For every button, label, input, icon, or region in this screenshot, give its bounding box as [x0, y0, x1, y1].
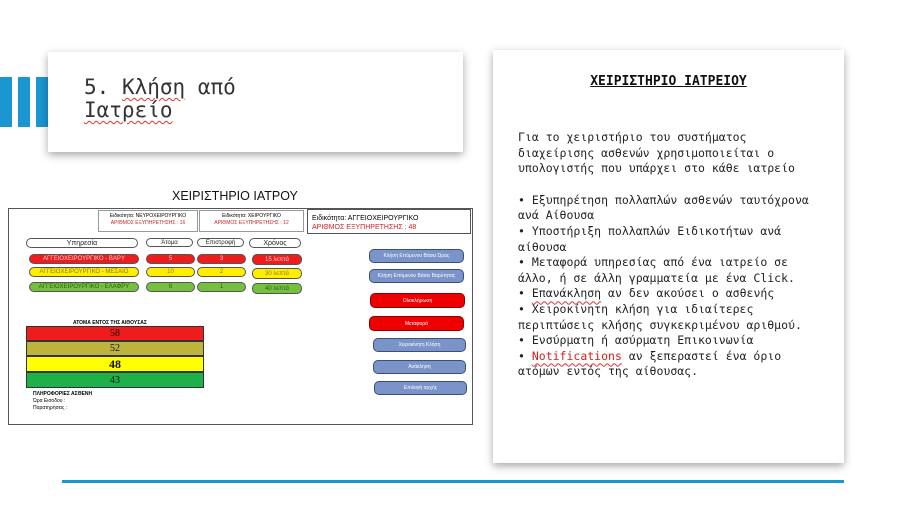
manual-call-button[interactable]: Χειροκίνητη Κλήση [373, 338, 466, 352]
service-row-3[interactable]: ΑΓΓΕΙΟΧΕΙΡΟΥΡΓΙΚΟ - ΕΛΑΦΡΥ [29, 282, 139, 292]
recall-button[interactable]: Ανάκληση [373, 360, 466, 374]
doctor-console-mockup [8, 208, 473, 425]
time-row-2: 30 λεπτά [252, 268, 302, 279]
feature-item: • Χειροκίνητη κλήση για ιδιαίτερες περιπτώσεις κλήσης συγκεκριμένου αριθμού. [518, 301, 802, 332]
service-row-1[interactable]: ΑΓΓΕΙΟΧΕΙΡΟΥΡΓΙΚΟ - ΒΑΡΥ [29, 254, 139, 264]
tickets-row-1: 5 [146, 254, 195, 264]
title-word-1: Κλήση [121, 75, 186, 99]
feature-item: • Υποστήριξη πολλαπλών Ειδικοτήτων ανά αίθουσα [518, 223, 782, 254]
header-returns: Επιστροφή [197, 238, 244, 247]
specialty-queue: ΑΡΙΘΜΟΣ ΕΞΥΠΗΡΕΤΗΣΗΣ : 48 [312, 224, 417, 231]
description-heading: ΧΕΙΡΙΣΤΗΡΙΟ ΙΑΤΡΕΙΟΥ [590, 74, 747, 89]
recall-term: Επανάκληση [531, 286, 602, 301]
description-body [518, 130, 823, 380]
service-row-2[interactable]: ΑΓΓΕΙΟΧΕΙΡΟΥΡΓΙΚΟ - ΜΕΣΑΙΟ [29, 267, 139, 277]
specialty-tab-1[interactable] [98, 210, 198, 232]
room-value-red: 58 [26, 326, 204, 341]
complete-button[interactable]: Ολοκλήρωση [370, 293, 465, 308]
title-card [48, 52, 463, 152]
specialty-queue: ΑΡΙΘΜΟΣ ΕΞΥΠΗΡΕΤΗΣΗΣ : 16 [110, 220, 186, 226]
title-word-2: από [197, 75, 236, 99]
specialty-name: Ειδικότητα: ΑΓΓΕΙΟΧΕΙΡΟΥΡΓΙΚΟ [312, 215, 419, 222]
feature-list [518, 193, 823, 380]
room-value-olive: 52 [26, 341, 204, 356]
description-card [493, 50, 844, 463]
time-row-1: 15 λεπτά [252, 254, 302, 265]
returns-row-3: 1 [197, 282, 246, 292]
notifications-term: Notifications [531, 348, 622, 363]
accent-bar-2 [18, 77, 30, 127]
tickets-row-2: 10 [146, 267, 195, 277]
accent-bar-1 [0, 77, 12, 127]
specialty-name: Ειδικότητα: ΝΕΥΡΟΧΕΙΡΟΥΡΓΙΚΟ [109, 213, 187, 219]
room-value-green: 43 [26, 372, 204, 388]
tickets-row-3: 8 [146, 282, 195, 292]
header-service: Υπηρεσία [26, 238, 138, 248]
feature-item: • Εξυπηρέτηση πολλαπλών ασθενών ταυτόχρονα ανά Αίθουσα [518, 192, 809, 223]
room-table-title: ΑΤΟΜΑ ΕΝΤΟΣ ΤΗΣ ΑΙΘΟΥΣΑΣ [73, 320, 147, 326]
patient-info-title: ΠΛΗΡΟΦΟΡΙΕΣ ΑΣΘΕΝΗ [33, 391, 93, 397]
exit-button[interactable]: Επιλογή αρχής [374, 381, 467, 395]
returns-row-2: 2 [197, 267, 246, 277]
mockup-title: ΧΕΙΡΙΣΤΗΡΙΟ ΙΑΤΡΟΥ [172, 189, 298, 203]
feature-item: • Μεταφορά υπηρεσίας από ένα ιατρείο σε άλλο, ή σε άλλη γραμματεία με ένα Click. [518, 255, 795, 285]
slide-title: 5. Κλήση από Ιατρείο [84, 75, 236, 122]
room-value-yellow: 48 [26, 356, 204, 372]
feature-item: • Notifications αν ξεπεραστεί ένα όριο ατόμων εντός της αίθουσας. [518, 348, 782, 379]
header-tickets: Άτομα [146, 238, 193, 247]
call-next-time-button[interactable]: Κλήση Επόμενου Βάσει Ώρας [369, 249, 464, 263]
specialty-name: Ειδικότητα: ΧΕΙΡΟΥΡΓΙΚΟ [222, 213, 281, 219]
specialty-tab-active[interactable] [307, 209, 471, 234]
header-time: Χρόνος [249, 238, 301, 248]
description-intro: Για το χειριστήριο του συστήματος διαχείρισης ασθενών χρησιμοποιείται ο υπολογιστής που υπάρχει στο κάθε ιατρείο [518, 130, 795, 176]
patient-notes: Παρατηρήσεις : [33, 405, 68, 411]
feature-item: • Ενσύρματη ή ασύρματη Επικοινωνία [518, 333, 754, 348]
specialty-queue: ΑΡΙΘΜΟΣ ΕΞΥΠΗΡΕΤΗΣΗΣ : 12 [214, 220, 289, 226]
bottom-divider [62, 480, 844, 483]
specialty-tab-2[interactable] [199, 210, 304, 232]
accent-bar-3 [36, 77, 48, 127]
patient-entry-time: Ώρα Εισόδου : [33, 398, 66, 404]
transfer-button[interactable]: Μεταφορά [369, 316, 464, 331]
feature-item: • Επανάκληση αν δεν ακούσει ο ασθενής [518, 286, 775, 301]
call-next-severity-button[interactable]: Κλήση Επόμενου Βάσει Βαρύτητας [369, 269, 464, 283]
title-word-3: Ιατρείο [84, 98, 173, 122]
time-row-3: 40 λεπτά [252, 283, 302, 294]
returns-row-1: 3 [197, 254, 246, 264]
